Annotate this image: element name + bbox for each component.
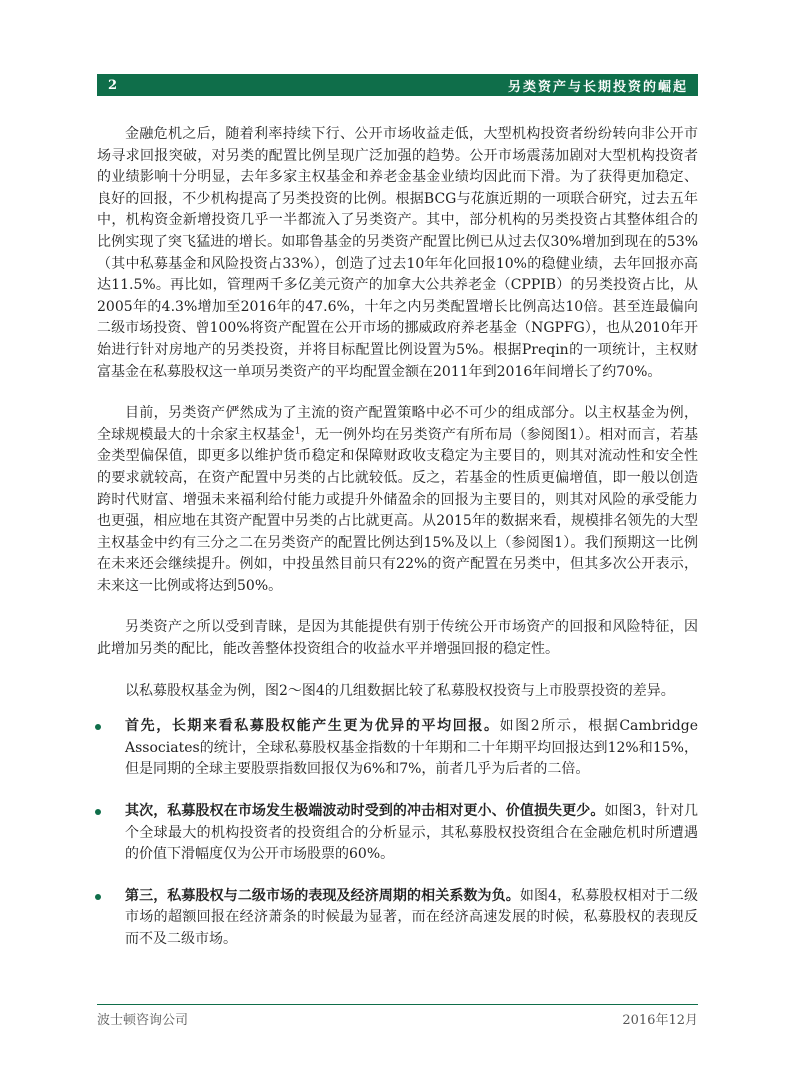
bullet-text: 如图4，私募股权相对于二级市场的超额回报在经济萧条的时候最为显著，而在经济高速发展的时候，私募股权的表现反而不及二级市场。 xyxy=(125,887,698,947)
paragraph-1: 金融危机之后，随着利率持续下行、公开市场收益走低，大型机构投资者纷纷转向非公开市场寻求回报突破，对另类的配置比例呈现广泛加强的趋势。公开市场震荡加剧对大型机构投资者的业绩影响十分明显，去年多家主权基金和养老金基金业绩均因此而下滑。为了获得更加稳定、良好的回报，不少机构提高了另类投资的比例。根据BCG与花旗近期的一项联合研究，过去五年中，机构资金新增投资几乎一半都流入了另类资产。其中，部分机构的另类投资占其整体组合的比例实现了突飞猛进的增长。如耶鲁基金的另类资产配置比例已从过去仅30%增加到现在的53%（其中私募基金和风险投资占33%），创造了过去10年年化回报10%的稳健业绩，去年回报亦高达11.5%。再比如，管理两千多亿美元资产的加拿大公共养老金（CPPIB）的另类投资占比，从2005年的4.3%增加至2016年的47.6%，十年之内另类配置增长比例高达10倍。甚至连最偏向二级市场投资、曾100%将资产配置在公开市场的挪威政府养老基金（NGPFG），也从2010年开始进行针对房地产的另类投资，并将目标配置比例设置为5%。根据Preqin的一项统计，主权财富基金在私募股权这一单项另类资产的平均配置金额在2011年到2016年间增长了约70%。 xyxy=(97,126,698,380)
page-footer xyxy=(97,1009,698,1028)
paragraph-2-part-1: 目前，另类资产俨然成为了主流的资产配置策略中必不可少的组成部分。以主权基金为例，全球规模最大的十余家主权基金 xyxy=(97,405,698,443)
bullet-text: 如图3，针对几个全球最大的机构投资者的投资组合的分析显示，其私募股权投资组合在金融危机时所遭遇的价值下滑幅度仅为公开市场股票的60%。 xyxy=(125,803,698,863)
main-content xyxy=(97,124,698,951)
paragraph-3: 另类资产之所以受到青睐，是因为其能提供有别于传统公开市场资产的回报和风险特征，因此增加另类的配比，能改善整体投资组合的收益水平并增强回报的稳定性。 xyxy=(97,619,698,658)
report-title: 另类资产与长期投资的崛起 xyxy=(507,79,688,95)
bullet-dot-icon xyxy=(95,724,101,730)
bullet-item-3 xyxy=(97,886,698,951)
page-header-bar xyxy=(97,74,698,96)
bullet-dot-icon xyxy=(95,809,101,815)
paragraph-2-part-2: ，无一例外均在另类资产有所布局（参阅图1）。相对而言，若基金类型偏保值，即更多以维护货币稳定和保障财政收支稳定为主要目的，则其对流动性和安全性的要求就较高，在资产配置中另类的占比就较低。反之，若基金的性质更偏增值，即一般以创造跨时代财富、增强未来福利给付能力或提升外储盈余的回报为主要目的，则其对风险的承受能力也更强，相应地在其资产配置中另类的占比就更高。从2015年的数据来看，规模排名领先的大型主权基金中约有三分之二在另类资产的配置比例达到15%及以上（参阅图1）。我们预期这一比例在未来还会继续提升。例如，中投虽然目前只有22%的资产配置在另类中，但其多次公开表示，未来这一比例或将达到50%。 xyxy=(97,426,699,594)
page-number: 2 xyxy=(108,77,118,93)
paragraph-2 xyxy=(97,403,698,597)
bullet-heading: 其次，私募股权在市场发生极端波动时受到的冲击相对更小、价值损失更少。 xyxy=(125,803,605,820)
footer-date: 2016年12月 xyxy=(622,1013,698,1028)
bullet-text: 如图2所示，根据Cambridge Associates的统计，全球私募股权基金指数的十年期和二十年期平均回报达到12%和15%，但是同期的全球主要股票指数回报仅为6%和7%，前者几乎为后者的二倍。 xyxy=(125,718,698,778)
bullet-item-2 xyxy=(97,801,698,866)
footer-divider xyxy=(97,1004,698,1005)
footer-company: 波士顿咨询公司 xyxy=(97,1013,189,1028)
bullet-heading: 首先，长期来看私募股权能产生更为优异的平均回报。 xyxy=(125,718,500,735)
bullet-heading: 第三，私募股权与二级市场的表现及经济周期的相关系数为负。 xyxy=(125,887,520,904)
footnote-marker: 1 xyxy=(294,426,301,437)
paragraph-4: 以私募股权基金为例，图2～图4的几组数据比较了私募股权投资与上市股票投资的差异。 xyxy=(125,682,675,699)
bullet-dot-icon xyxy=(95,894,101,900)
bullet-item-1 xyxy=(97,716,698,781)
